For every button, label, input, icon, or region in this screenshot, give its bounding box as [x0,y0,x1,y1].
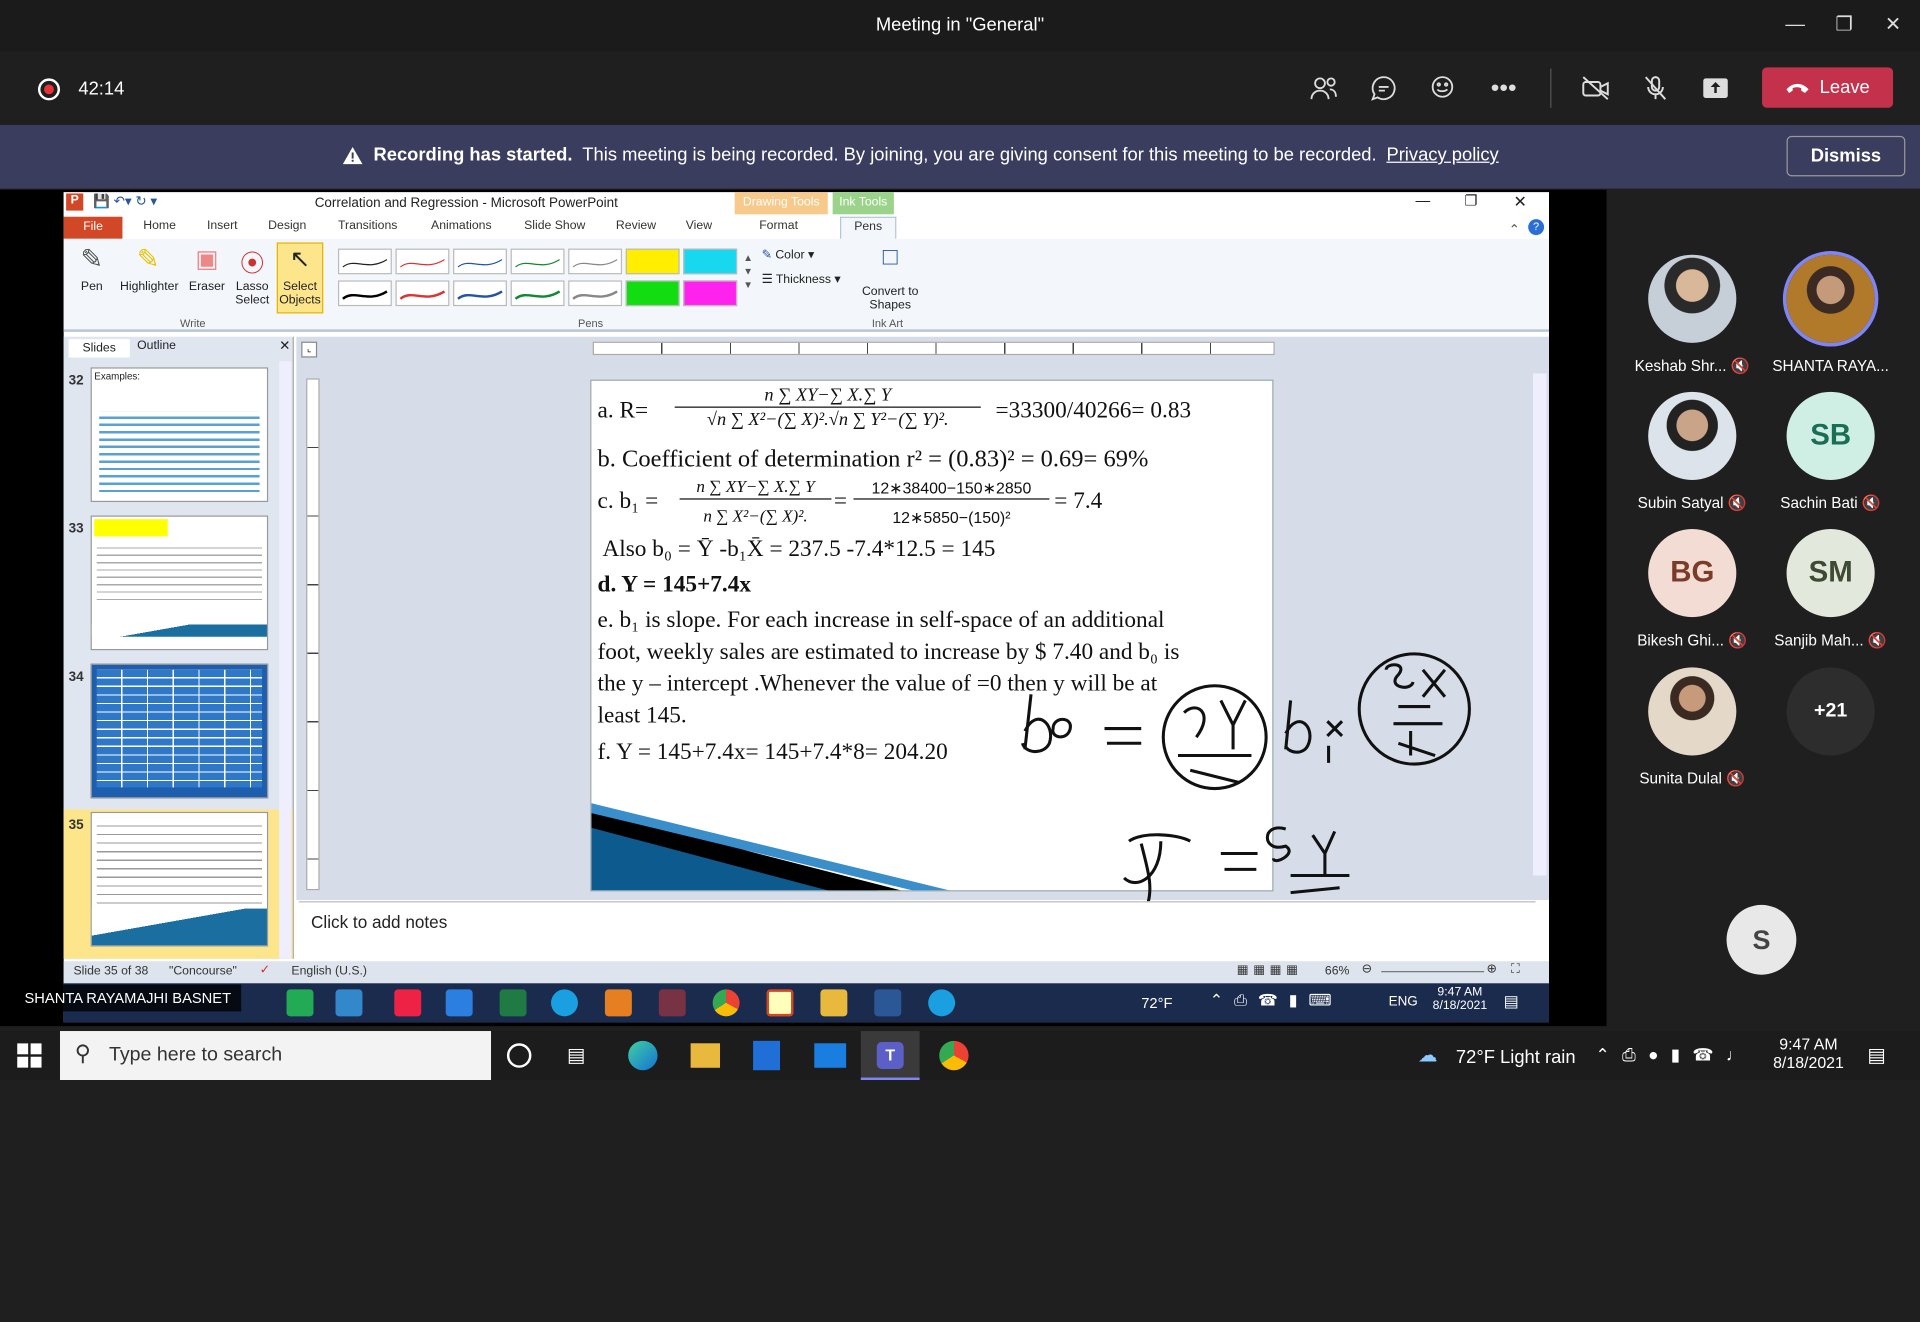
pen-style-7[interactable] [396,280,450,306]
avatar [1648,667,1736,755]
avatar: SM [1787,529,1875,617]
highlighter-green[interactable] [626,280,680,306]
thickness-dropdown[interactable]: ☰ Thickness ▾ [761,273,841,287]
panel-close-icon[interactable]: ✕ [279,339,291,354]
formula-c-denominator-values: 12∗5850−(150)² [892,508,1011,527]
ink-annotation [1007,633,1521,902]
pen-style-6[interactable] [338,280,392,306]
line-e4: least 145. [597,702,687,729]
ink-art-group-label: Ink Art [871,317,904,330]
ruler-toggle[interactable]: ⌞ [301,342,317,358]
recording-icon [38,78,60,100]
camera-off-icon[interactable] [1575,70,1617,107]
vm-powerpoint-icon[interactable] [767,989,794,1016]
vm-app-icon[interactable] [659,989,686,1016]
select-objects-tool[interactable] [277,242,324,313]
search-icon: ⚲ [74,1040,91,1066]
outline-tab[interactable]: Outline [137,339,176,353]
shared-desktop-taskbar [64,983,1549,1022]
zoom-level[interactable]: 66% [1324,964,1350,979]
taskbar-teams-active[interactable] [861,1031,920,1080]
color-label: Color [775,248,805,263]
tab-animations[interactable]: Animations [431,219,492,233]
lasso-select-label: Lasso Select [235,280,270,308]
line-b: b. Coefficient of determination r² = (0.83)² = 0.69= 69% [597,445,1149,473]
participant-tile[interactable] [1631,529,1753,658]
line-c-result: = 7.4 [1054,488,1103,515]
formula-a-numerator: n ∑ XY−∑ X.∑ Y [675,386,981,408]
vm-clock [1433,986,1487,1013]
line-a-result: =33300/40266= 0.83 [995,397,1192,424]
participant-name: Sachin Bati [1780,494,1858,512]
cursor-icon: ↖ [289,246,311,274]
line-d: d. Y = 145+7.4x [597,571,751,598]
eraser-tool[interactable] [181,244,232,294]
write-group-label: Write [180,317,206,330]
search-placeholder: Type here to search [108,1044,283,1066]
ppt-close-icon[interactable]: ✕ [1513,192,1527,211]
convert-label: Convert to Shapes [861,285,919,313]
slide-number: 33 [68,521,84,537]
vertical-scrollbar[interactable] [1533,373,1546,875]
participant-tile[interactable] [1769,529,1891,658]
warning-icon [342,145,364,165]
muted-icon: 🔇 [1861,494,1882,512]
tab-insert[interactable]: Insert [206,219,238,233]
horizontal-ruler [593,342,1275,355]
lasso-select-tool[interactable] [228,244,277,308]
clock-date: 8/18/2021 [1773,1053,1844,1072]
taskbar-store-icon[interactable] [753,1041,780,1070]
leave-label: Leave [1819,77,1870,98]
thumb-text [97,818,262,904]
highlighter-yellow[interactable] [626,249,680,275]
pen-style-1[interactable] [338,249,392,275]
mic-off-icon[interactable] [1635,70,1677,107]
notification-center-icon[interactable]: ▤ [1867,1045,1886,1067]
powerpoint-icon: P [66,193,83,210]
zoom-in-icon[interactable]: ⊕ [1486,962,1497,976]
vm-language: ENG [1388,994,1418,1009]
thumb-footer [92,624,267,636]
participant-name: Keshab Shr... [1634,357,1727,375]
zoom-slider[interactable] [1381,971,1484,972]
slide-thumbnail[interactable] [91,664,269,799]
vm-date: 8/18/2021 [1432,999,1488,1013]
pen-gallery-scroll[interactable]: ▲ ▼ ▼ [743,252,753,291]
pen-style-4[interactable] [511,249,565,275]
recording-banner [0,125,1920,189]
avatar [1787,255,1875,343]
vm-temperature: 72°F [1141,994,1173,1012]
slides-panel [64,337,294,959]
thumb-footer [92,909,267,946]
pen-style-2[interactable] [396,249,450,275]
highlighter-tool-label: Highlighter [120,280,179,294]
banner-text: This meeting is being recorded. By joining, you are giving consent for this meeting to be recorded. [582,144,1377,166]
dismiss-button[interactable]: Dismiss [1787,136,1906,176]
language[interactable]: English (U.S.) [291,964,367,979]
thumb-table [99,411,259,494]
formula-a-denominator: √n ∑ X²−(∑ X)².√n ∑ Y²−(∑ Y)². [706,410,949,430]
notes-pane[interactable] [299,901,1536,959]
tab-view[interactable]: View [685,219,713,233]
powerpoint-window [64,192,1549,1022]
muted-icon: 🔇 [1867,631,1887,649]
muted-icon: 🔇 [1726,770,1746,788]
eraser-tool-label: Eraser [188,280,225,294]
avatar [1648,392,1736,480]
ppt-status-bar [64,961,1549,983]
spellcheck-icon[interactable]: ✓ [259,963,270,978]
participant-name: Bikesh Ghi... [1637,631,1724,649]
vm-app-icon[interactable] [287,989,314,1016]
ppt-restore-icon[interactable]: ❐ [1464,192,1478,210]
privacy-policy-link[interactable]: Privacy policy [1386,144,1499,166]
participant-tile[interactable] [1769,392,1891,521]
formula-c-denominator: n ∑ X²−(∑ X)². [703,508,808,527]
pen-style-3[interactable] [453,249,507,275]
vm-notification-icon[interactable]: ▤ [1503,991,1519,1011]
panel-scrollbar[interactable] [279,361,291,959]
highlighter-tool[interactable] [120,243,179,294]
convert-to-shapes-button[interactable] [860,244,921,313]
pen-style-9[interactable] [511,280,565,306]
muted-icon: 🔇 [1727,494,1747,512]
participant-tile[interactable] [1631,255,1753,384]
banner-title: Recording has started. [373,144,573,166]
weather-text[interactable]: 72°F Light rain [1455,1046,1576,1068]
slide-number: 32 [68,373,84,389]
slide-number: 34 [68,669,84,685]
presenter-name-label: SHANTA RAYAMAJHI BASNET [15,984,241,1011]
drawing-tools-context-tab: Drawing Tools [735,192,828,214]
help-icon[interactable]: ? [1528,219,1544,235]
participant-name: Sunita Dulal [1639,770,1722,788]
quick-access-icons[interactable]: 💾 ↶▾ ↻ ▾ [93,194,158,210]
system-tray-icons[interactable]: ⌃⎙●▮☎♩ [1595,1044,1756,1065]
muted-icon: 🔇 [1730,357,1750,375]
pen-style-10[interactable] [568,280,622,306]
cortana-icon[interactable] [507,1043,531,1067]
vm-app-icon[interactable] [394,989,421,1016]
vm-mail-icon[interactable] [446,989,473,1016]
slide-thumbnail-current[interactable] [91,812,269,947]
formula-c-numerator-values: 12∗38400−150∗2850 [853,479,1049,500]
thumb-highlight [94,519,167,536]
equals-sign: = [833,488,848,515]
minimize-icon[interactable]: — [1785,14,1805,36]
close-icon[interactable]: ✕ [1884,14,1902,36]
chat-icon[interactable] [1363,70,1405,107]
pen-tool-label: Pen [80,280,103,294]
pen-style-5[interactable] [568,249,622,275]
color-dropdown[interactable]: ✎ Color ▾ [761,248,815,263]
formula-c-numerator: n ∑ XY−∑ X.∑ Y [680,479,832,500]
thumb-text [97,541,262,602]
view-buttons-icon[interactable]: ▦▦▦▦ [1236,963,1303,978]
more-participants[interactable] [1769,667,1891,796]
title-bar [0,0,1920,51]
vm-edge-icon[interactable] [928,989,955,1016]
weather-icon: ☁ [1417,1045,1438,1067]
slide-counter: Slide 35 of 38 [73,964,149,979]
thickness-label: Thickness [775,273,831,287]
divider [1550,69,1551,108]
windows-start-icon[interactable] [17,1043,41,1074]
taskbar-search-box[interactable] [60,1031,491,1080]
thumb-table [97,670,262,788]
system-clock[interactable] [1773,1035,1844,1072]
line-e1: e. b₁ is slope. For each increase in self-space of an additional [597,607,1165,634]
meeting-control-bar [0,51,1920,124]
line-e2: foot, weekly sales are estimated to increase by $ 7.40 and b₀ is [597,639,1180,665]
select-objects-label: Select Objects [279,280,321,308]
collapse-ribbon-icon[interactable]: ⌃ [1508,222,1520,238]
theme-name: "Concourse" [168,964,237,979]
vm-tray-icons[interactable]: ⌃⎙☎▮⌨ [1209,990,1343,1009]
tab-transitions[interactable]: Transitions [337,219,398,233]
teams-icon: T [877,1042,904,1069]
shapes-icon: □ [882,243,898,271]
fit-slide-icon[interactable]: ⛶ [1511,962,1520,976]
share-screen-icon[interactable] [1695,70,1737,107]
line-f: f. Y = 145+7.4x= 145+7.4*8= 204.20 [597,739,948,766]
zoom-out-icon[interactable]: ⊖ [1361,962,1372,976]
pen-tool[interactable] [66,244,117,294]
line-c-prefix: c. b₁ = [597,488,659,515]
thumb-title: Examples: [94,371,141,383]
task-view-icon[interactable]: ▤ [566,1045,586,1067]
notes-placeholder: Click to add notes [311,912,448,932]
vm-excel-icon[interactable] [500,989,527,1016]
taskbar-edge-icon[interactable] [628,1041,657,1070]
thickness-icon: ☰ [761,273,773,287]
tab-slide-show[interactable]: Slide Show [524,219,586,233]
pen-icon: ✎ [80,243,104,275]
ppt-title-bar [64,192,1549,216]
vm-app-icon[interactable] [336,989,363,1016]
taskbar-mail-icon[interactable] [814,1043,846,1067]
highlighter-magenta[interactable] [683,280,737,306]
muted-icon: 🔇 [1728,631,1748,649]
vm-chrome-icon[interactable] [713,989,740,1016]
taskbar-explorer-icon[interactable] [691,1043,720,1067]
file-tab[interactable]: File [64,217,123,239]
self-avatar[interactable]: S [1727,905,1797,975]
clock-time: 9:47 AM [1779,1034,1838,1054]
highlighter-cyan[interactable] [683,249,737,275]
vertical-ruler [306,378,319,890]
avatar: SB [1787,392,1875,480]
ppt-minimize-icon[interactable]: — [1415,192,1431,210]
slides-tab[interactable]: Slides [69,339,130,357]
line-also: Also b₀ = Ȳ -b₁X̄ = 237.5 -7.4*12.5 = 145 [602,536,996,563]
participant-tile[interactable] [1631,667,1753,796]
participant-name: Subin Satyal [1637,494,1724,512]
highlighter-icon: ✎ [136,243,160,275]
line-a-prefix: a. R= [597,397,649,424]
taskbar-chrome-icon[interactable] [939,1041,968,1070]
color-icon: ✎ [761,248,772,263]
line-e3: the y – intercept .Whenever the value of =0 then y will be at [597,671,1158,697]
people-icon[interactable] [1303,70,1345,107]
tab-review[interactable]: Review [615,219,657,233]
lasso-icon: ⦿ [240,251,265,278]
eraser-icon: ▣ [195,246,219,274]
ink-tools-context-tab: Ink Tools [833,192,894,214]
meeting-timer: 42:14 [78,78,125,100]
vm-app-icon[interactable] [605,989,632,1016]
more-options-icon[interactable]: ••• [1490,74,1517,102]
vm-edge-icon[interactable] [551,989,578,1016]
participant-tile[interactable] [1631,392,1753,521]
slide-number: 35 [68,817,84,833]
vm-explorer-icon[interactable] [820,989,847,1016]
pen-style-8[interactable] [453,280,507,306]
participant-name: Sanjib Mah... [1774,631,1864,649]
reactions-icon[interactable] [1423,70,1465,107]
vm-word-icon[interactable] [874,989,901,1016]
tab-home[interactable]: Home [143,219,176,233]
restore-icon[interactable]: ❐ [1835,14,1853,36]
more-participants-count: +21 [1787,667,1875,755]
leave-button[interactable] [1762,67,1893,107]
avatar: BG [1648,529,1736,617]
participant-name: SHANTA RAYA... [1772,357,1889,375]
slide-thumbnail[interactable] [91,367,269,502]
avatar [1648,255,1736,343]
slide-thumbnail[interactable] [91,516,269,651]
ppt-title: Correlation and Regression - Microsoft PowerPoint [314,195,618,211]
window-title: Meeting in "General" [875,14,1045,36]
pens-group-label: Pens [577,317,604,330]
tab-format[interactable]: Format [759,219,798,233]
vm-time: 9:47 AM [1437,985,1483,1000]
tab-design[interactable]: Design [268,219,307,233]
participant-tile-speaking[interactable] [1769,255,1891,384]
tab-pens[interactable]: Pens [840,217,896,239]
